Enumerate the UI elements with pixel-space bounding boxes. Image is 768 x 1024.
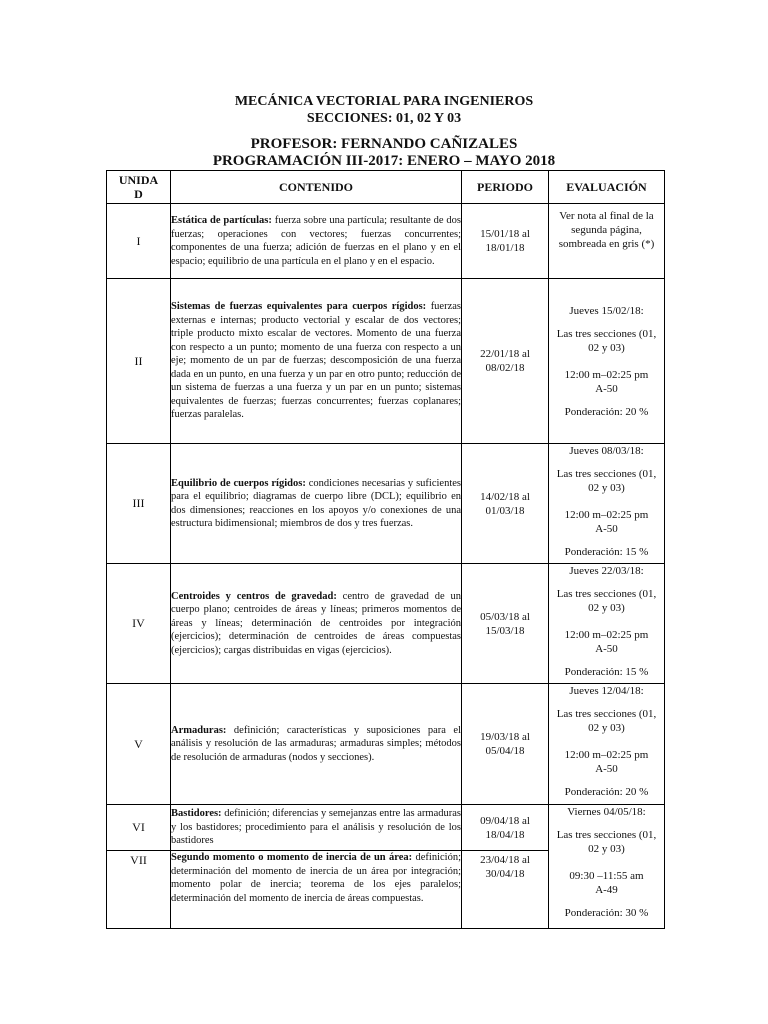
period-cell (462, 851, 549, 929)
content-title: Armaduras: (171, 724, 227, 736)
evaluation-weight: Ponderación: 30 % (564, 907, 649, 919)
evaluation-date: Jueves 22/03/18: (569, 565, 644, 577)
evaluation-cell (549, 684, 665, 805)
evaluation-date: Jueves 15/02/18: (569, 304, 644, 317)
evaluation-sections: Las tres secciones (01, 02 y 03) (556, 327, 657, 354)
period-end: 01/03/18 (485, 504, 525, 517)
table-row (107, 204, 665, 279)
unit-cell: VII (107, 851, 171, 929)
period-start: 23/04/18 al (480, 854, 530, 866)
table-row (107, 805, 665, 851)
header-unidad-line1: UNIDA (118, 173, 159, 187)
period-start: 05/03/18 al (480, 610, 530, 623)
period-start: 19/03/18 al (480, 731, 530, 743)
evaluation-cell (549, 805, 665, 929)
table-row (107, 684, 665, 805)
period-cell (462, 564, 549, 684)
evaluation-date: Jueves 08/03/18: (569, 445, 644, 457)
content-text: definición; características y suposiciones para el análisis y resolución de las armaduras; armaduras simples; métodos de resolución de armaduras (nodos y secciones). (171, 724, 461, 763)
header-unidad-line2: D (134, 187, 143, 201)
evaluation-time: 12:00 m–02:25 pm (564, 749, 649, 761)
evaluation-date: Jueves 12/04/18: (569, 685, 644, 697)
header-evaluacion: EVALUACIÓN (549, 171, 665, 204)
content-text: centro de gravedad de un cuerpo plano; centroides de áreas y líneas; primeros momentos de áreas y líneas; determinación de centroides por integración (ejercicios); determinación de centroides de áreas compuestas (ejercicios); cargas distribuidas en vigas (ejercicios). (171, 590, 461, 656)
content-title: Sistemas de fuerzas equivalentes para cuerpos rígidos: (171, 301, 427, 313)
content-cell (171, 444, 462, 564)
content-cell (171, 805, 462, 851)
evaluation-cell (549, 564, 665, 684)
unit-cell: I (107, 204, 171, 279)
evaluation-room: A-49 (595, 884, 618, 896)
period-start: 14/02/18 al (480, 490, 530, 503)
schedule-table (106, 170, 665, 929)
period-cell (462, 204, 549, 279)
content-cell (171, 279, 462, 444)
period-end: 18/04/18 (485, 828, 525, 841)
table-row (107, 279, 665, 444)
header-unidad (107, 171, 171, 204)
content-text: fuerzas externas e internas; producto vectorial y escalar de dos vectores; triple producto mixto escalar de vectores. Momento de una fuerza con respecto a un punto; momento de una fuerza con respecto a un eje; momento de un par de fuerzas; descomposición de una fuerza dada en un punto, en una fuerza y un par en otro punto; reducción de un sistema de fuerzas a una fuerza y un par en un punto; sistemas equivalentes de fuerzas; fuerzas concurrentes; fuerzas coplanares; fuerzas paralelas. (171, 301, 461, 421)
content-title: Segundo momento o momento de inercia de un área: (171, 852, 413, 863)
unit-cell: III (107, 444, 171, 564)
period-end: 15/03/18 (485, 624, 525, 637)
content-cell (171, 204, 462, 279)
evaluation-sections: Las tres secciones (01, 02 y 03) (556, 588, 657, 614)
period-cell (462, 444, 549, 564)
period-start: 22/01/18 al (480, 348, 530, 360)
evaluation-cell (549, 279, 665, 444)
content-cell (171, 564, 462, 684)
evaluation-cell (549, 204, 665, 279)
evaluation-time: 09:30 –11:55 am (569, 870, 644, 882)
table-row (107, 564, 665, 684)
header-contenido: CONTENIDO (171, 171, 462, 204)
evaluation-weight: Ponderación: 20 % (564, 786, 649, 798)
content-cell (171, 851, 462, 929)
evaluation-sections: Las tres secciones (01, 02 y 03) (556, 468, 657, 494)
content-title: Bastidores: (171, 808, 222, 820)
table-header-row (107, 171, 665, 204)
content-text: definición; diferencias y semejanzas entre las armaduras y los bastidores; procedimiento para el análisis y resolución de los bastidores (171, 808, 461, 847)
period-end: 08/02/18 (485, 362, 525, 374)
evaluation-weight: Ponderación: 20 % (564, 405, 649, 418)
evaluation-time: 12:00 m–02:25 pm (564, 629, 649, 641)
period-start: 15/01/18 al (480, 228, 530, 240)
evaluation-time: 12:00 m–02:25 pm (564, 368, 649, 381)
evaluation-weight: Ponderación: 15 % (564, 666, 649, 678)
evaluation-note: Ver nota al final de la segunda página, sombreada en gris (*) (558, 210, 655, 250)
evaluation-room: A-50 (595, 523, 618, 535)
content-title: Estática de partículas: (171, 215, 272, 226)
evaluation-sections: Las tres secciones (01, 02 y 03) (556, 829, 657, 855)
period-cell (462, 805, 549, 851)
content-cell (171, 684, 462, 805)
evaluation-weight: Ponderación: 15 % (564, 546, 649, 558)
unit-cell: II (107, 279, 171, 444)
unit-cell: VI (107, 805, 171, 851)
content-text: condiciones necesarias y suficientes para el equilibrio; diagramas de cuerpo libre (DCL); equilibrio en dos dimensiones; reacciones en los apoyos y/o conexiones de una estructura bidimensional; miembros de dos y tres fuerzas. (171, 477, 462, 529)
evaluation-cell (549, 444, 665, 564)
period-cell (462, 684, 549, 805)
header-periodo: PERIODO (462, 171, 549, 204)
evaluation-room: A-50 (595, 382, 618, 395)
content-text: definición; determinación del momento de inercia de un área por integración; momento polar de inercia; teorema de los ejes paralelos; determinación del momento de inercia de áreas compuestas. (171, 852, 461, 904)
content-title: Equilibrio de cuerpos rígidos: (171, 477, 306, 489)
unit-cell: IV (107, 564, 171, 684)
content-title: Centroides y centros de gravedad: (171, 590, 337, 602)
unit-cell: V (107, 684, 171, 805)
table-row (107, 444, 665, 564)
professor-line: PROFESOR: FERNANDO CAÑIZALES (250, 136, 518, 152)
period-end: 05/04/18 (485, 745, 525, 757)
sections-line: SECCIONES: 01, 02 Y 03 (306, 111, 462, 126)
period-start: 09/04/18 al (480, 814, 530, 827)
evaluation-room: A-50 (595, 643, 618, 655)
evaluation-date: Viernes 04/05/18: (567, 806, 646, 818)
period-end: 30/04/18 (485, 868, 525, 880)
evaluation-time: 12:00 m–02:25 pm (564, 509, 649, 521)
course-title: MECÁNICA VECTORIAL PARA INGENIEROS (234, 94, 534, 109)
period-end: 18/01/18 (485, 242, 525, 254)
evaluation-room: A-50 (595, 763, 618, 775)
evaluation-sections: Las tres secciones (01, 02 y 03) (556, 708, 657, 734)
period-cell (462, 279, 549, 444)
program-line: PROGRAMACIÓN III-2017: ENERO – MAYO 2018 (212, 153, 556, 169)
content-text: fuerza sobre una partícula; resultante de dos fuerzas; operaciones con vectores; fuerzas concurrentes; componentes de una fuerza; adición de fuerzas en el plano y en el espacio; equilibrio de una partícula en el plano y en el espacio. (171, 215, 462, 267)
